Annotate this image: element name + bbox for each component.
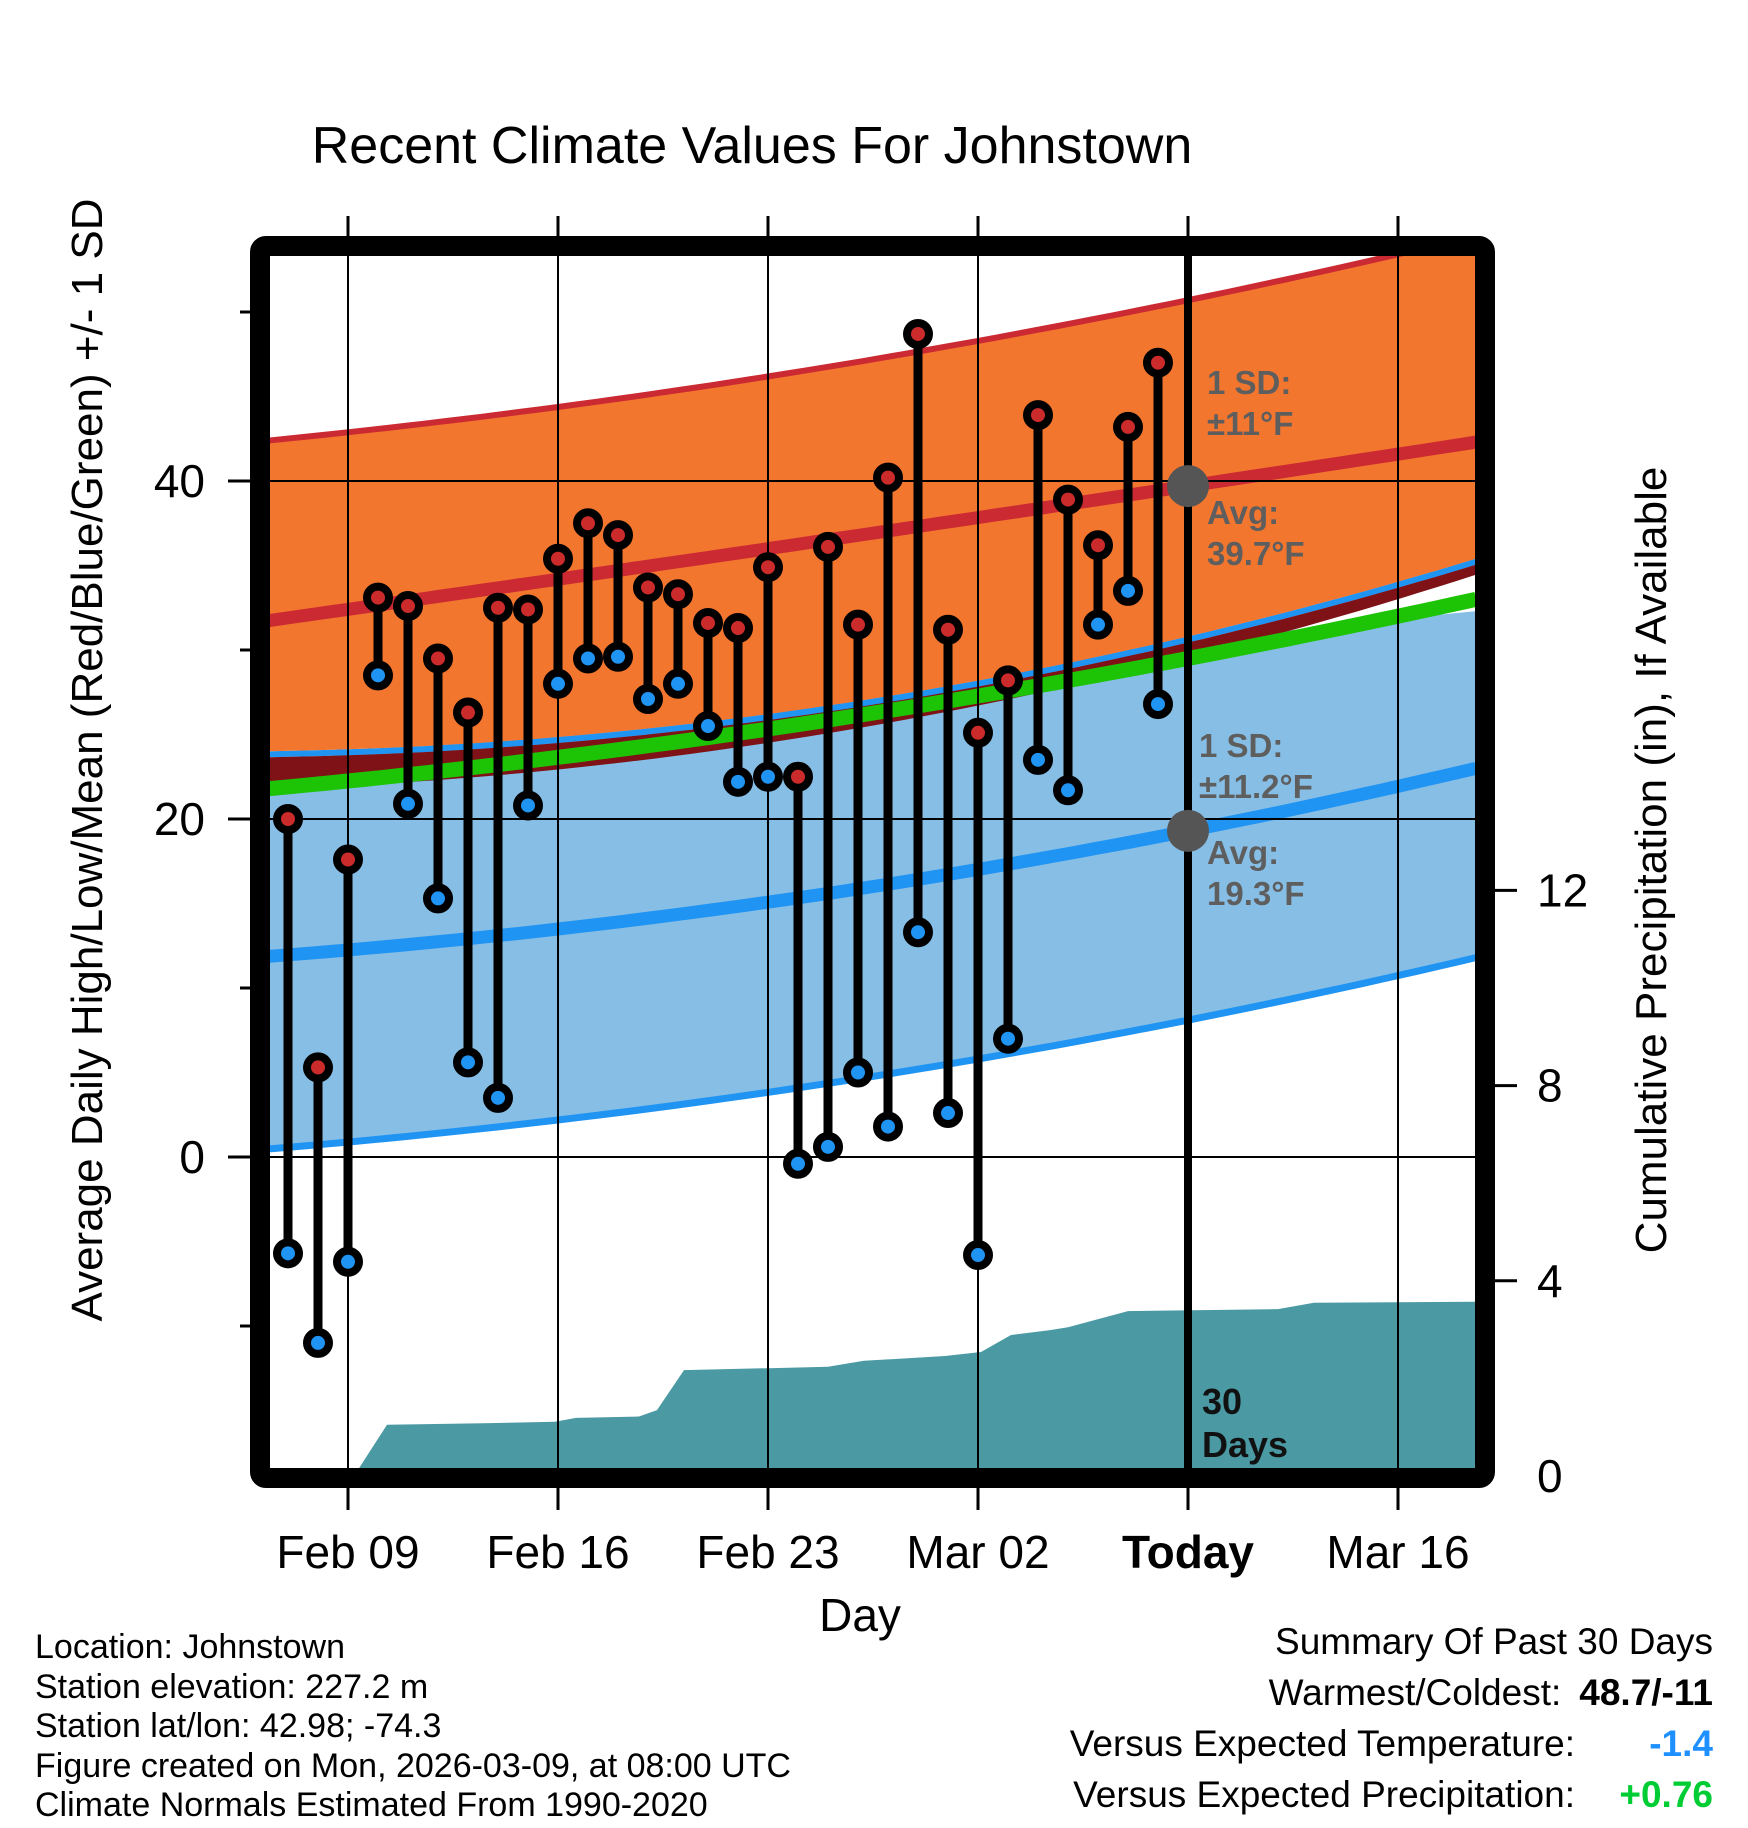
right-tick-label: 0 — [1537, 1450, 1563, 1502]
summary-precip-value: +0.76 — [1619, 1774, 1713, 1815]
daily-high-dot — [757, 556, 779, 578]
daily-high-dot — [607, 524, 629, 546]
summary-precip-label: Versus Expected Precipitation: — [1073, 1774, 1575, 1815]
summary-block — [1070, 1616, 1713, 1820]
low-sd-value: ±11.2°F — [1199, 768, 1313, 805]
daily-low-dot — [307, 1332, 329, 1354]
daily-low-dot — [367, 664, 389, 686]
low-avg-value: 19.3°F — [1207, 875, 1305, 912]
daily-high-dot — [997, 669, 1019, 691]
daily-high-dot — [487, 597, 509, 619]
daily-high-dot — [457, 702, 479, 724]
low-sd-annotation — [1199, 725, 1313, 807]
daily-high-dot — [517, 598, 539, 620]
high-sd-label: 1 SD: — [1207, 364, 1292, 401]
daily-low-dot — [757, 766, 779, 788]
summary-warmest-coldest — [1070, 1667, 1713, 1718]
daily-high-dot — [547, 548, 569, 570]
daily-low-dot — [697, 715, 719, 737]
cumulative-precip-area — [354, 1302, 1476, 1478]
daily-low-dot — [967, 1244, 989, 1266]
climate-normals: Climate Normals Estimated From 1990-2020 — [35, 1786, 708, 1824]
x-tick-label: Feb 16 — [486, 1526, 630, 1578]
daily-low-dot — [637, 688, 659, 710]
daily-low-dot — [397, 793, 419, 815]
chart-title: Recent Climate Values For Johnstown — [311, 117, 1193, 175]
x-tick-label: Feb 23 — [696, 1526, 840, 1578]
summary-warmest-label: Warmest/Coldest: — [1268, 1672, 1562, 1713]
high-avg-annotation — [1207, 492, 1305, 574]
summary-title: Summary Of Past 30 Days — [1275, 1621, 1713, 1662]
daily-high-dot — [967, 722, 989, 744]
low-avg-annotation — [1207, 832, 1305, 914]
daily-low-dot — [787, 1153, 809, 1175]
daily-low-dot — [817, 1136, 839, 1158]
daily-low-dot — [547, 673, 569, 695]
x-tick-label: Mar 16 — [1326, 1526, 1470, 1578]
daily-high-dot — [337, 849, 359, 871]
high-avg-label: Avg: — [1207, 494, 1280, 531]
daily-low-dot — [1027, 749, 1049, 771]
high-avg-value: 39.7°F — [1207, 535, 1305, 572]
summary-temp-value: -1.4 — [1649, 1723, 1713, 1764]
daily-high-dot — [1057, 489, 1079, 511]
daily-high-dot — [787, 766, 809, 788]
daily-high-dot — [277, 808, 299, 830]
right-axis-title: Cumulative Precipitation (in), If Available — [1627, 466, 1676, 1254]
daily-low-dot — [277, 1242, 299, 1264]
daily-high-dot — [697, 612, 719, 634]
daily-high-dot — [577, 512, 599, 534]
today-avg-high-marker — [1167, 465, 1209, 507]
x-tick-label: Mar 02 — [906, 1526, 1050, 1578]
daily-high-dot — [397, 595, 419, 617]
daily-low-dot — [997, 1028, 1019, 1050]
left-axis-title: Average Daily High/Low/Mean (Red/Blue/Green) +/- 1 SD — [63, 198, 112, 1322]
right-tick-label: 12 — [1537, 864, 1589, 917]
daily-low-dot — [1117, 580, 1139, 602]
figure-created: Figure created on Mon, 2026-03-09, at 08:00 UTC — [35, 1746, 791, 1785]
station-latlon: Station lat/lon: 42.98; -74.3 — [35, 1707, 442, 1745]
daily-low-dot — [877, 1116, 899, 1138]
station-location: Location: Johnstown — [35, 1628, 345, 1666]
daily-low-dot — [727, 771, 749, 793]
daily-high-dot — [1087, 534, 1109, 556]
left-tick-label: 20 — [153, 793, 205, 845]
daily-high-dot — [1117, 416, 1139, 438]
daily-high-dot — [667, 583, 689, 605]
today-avg-low-marker — [1167, 810, 1209, 852]
daily-high-dot — [817, 536, 839, 558]
daily-high-dot — [877, 467, 899, 489]
thirty-days-annotation — [1202, 1380, 1288, 1466]
station-metadata — [35, 1628, 791, 1826]
daily-high-dot — [367, 587, 389, 609]
thirty-days-line1: 30 — [1202, 1381, 1243, 1422]
daily-high-dot — [307, 1056, 329, 1078]
daily-high-dot — [907, 323, 929, 345]
summary-temp-label: Versus Expected Temperature: — [1069, 1723, 1575, 1764]
daily-low-dot — [337, 1251, 359, 1273]
summary-vs-precipitation — [1070, 1769, 1713, 1820]
summary-vs-temperature — [1070, 1718, 1713, 1769]
station-elevation: Station elevation: 227.2 m — [35, 1667, 429, 1706]
daily-high-dot — [1027, 404, 1049, 426]
daily-low-dot — [607, 646, 629, 668]
daily-low-dot — [667, 673, 689, 695]
daily-high-dot — [937, 619, 959, 641]
daily-low-dot — [577, 647, 599, 669]
daily-low-dot — [457, 1051, 479, 1073]
summary-warmest-value: 48.7/-11 — [1579, 1672, 1713, 1713]
daily-high-dot — [637, 576, 659, 598]
daily-low-dot — [487, 1087, 509, 1109]
daily-low-dot — [937, 1102, 959, 1124]
x-tick-label: Feb 09 — [276, 1526, 420, 1578]
daily-high-dot — [427, 647, 449, 669]
low-sd-label: 1 SD: — [1199, 727, 1284, 764]
daily-low-dot — [907, 921, 929, 943]
daily-low-dot — [847, 1062, 869, 1084]
x-axis-title: Day — [819, 1589, 901, 1641]
high-sd-value: ±11°F — [1207, 405, 1294, 442]
daily-high-dot — [727, 617, 749, 639]
daily-high-dot — [1147, 352, 1169, 374]
daily-low-dot — [1057, 779, 1079, 801]
left-tick-label: 0 — [179, 1131, 205, 1183]
left-tick-label: 40 — [153, 455, 205, 507]
low-avg-label: Avg: — [1207, 834, 1280, 871]
thirty-days-line2: Days — [1202, 1424, 1289, 1465]
daily-low-dot — [1087, 614, 1109, 636]
right-tick-label: 4 — [1537, 1254, 1563, 1307]
x-tick-label: Today — [1121, 1526, 1255, 1578]
high-sd-annotation — [1207, 362, 1293, 444]
right-tick-label: 8 — [1537, 1059, 1563, 1112]
daily-low-dot — [517, 794, 539, 816]
daily-high-dot — [847, 614, 869, 636]
daily-low-dot — [1147, 693, 1169, 715]
daily-low-dot — [427, 887, 449, 909]
